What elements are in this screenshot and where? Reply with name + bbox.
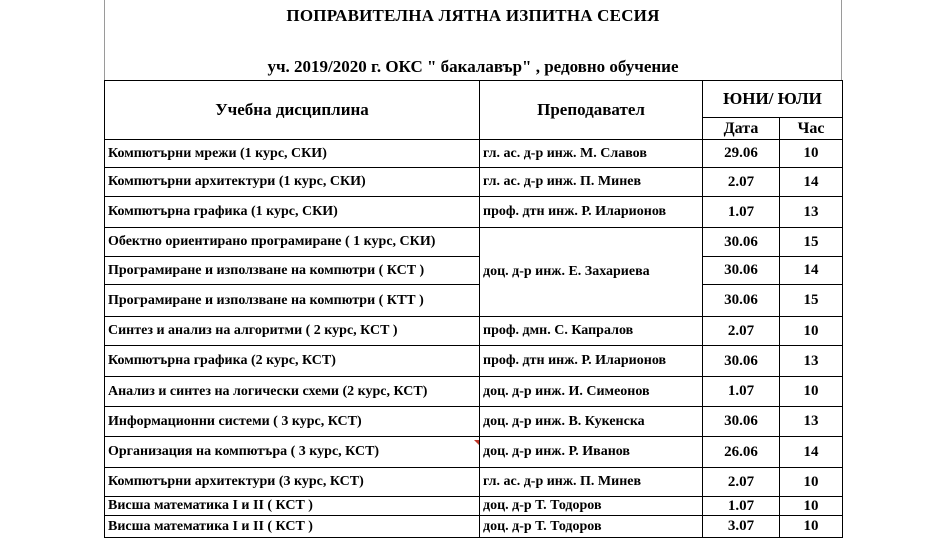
table-row (105, 497, 843, 516)
cell-teacher: доц. д-р инж. Е. Захариева (480, 228, 703, 317)
page-subtitle: уч. 2019/2020 г. ОКС " бакалавър" , редовно обучение (267, 57, 679, 76)
cell-teacher: доц. д-р Т. Тодоров (480, 497, 703, 516)
cell-hour: 15 (780, 285, 843, 317)
cell-teacher: доц. д-р Т. Тодоров (480, 516, 703, 538)
cell-date: 1.07 (703, 197, 780, 228)
cell-date: 30.06 (703, 285, 780, 317)
table-row (105, 317, 843, 346)
cell-date: 30.06 (703, 257, 780, 285)
table-row (105, 197, 843, 228)
cell-subject: Информационни системи ( 3 курс, КСТ) (105, 407, 480, 437)
cell-date: 1.07 (703, 497, 780, 516)
cell-teacher: проф. дтн инж. Р. Иларионов (480, 346, 703, 377)
header-teacher: Преподавател (480, 81, 703, 140)
header-subject: Учебна дисциплина (105, 81, 480, 140)
cell-hour: 15 (780, 228, 843, 257)
schedule-sheet (104, 0, 842, 544)
cell-subject: Организация на компютъра ( 3 курс, КСТ) (105, 437, 480, 468)
page-title: ПОПРАВИТЕЛНА ЛЯТНА ИЗПИТНА СЕСИЯ (286, 6, 660, 25)
cell-teacher: гл. ас. д-р инж. П. Минев (480, 468, 703, 497)
cell-subject: Синтез и анализ на алгоритми ( 2 курс, КСТ ) (105, 317, 480, 346)
cell-hour: 10 (780, 468, 843, 497)
cell-teacher: гл. ас. д-р инж. М. Славов (480, 140, 703, 168)
cell-subject: Компютърни мрежи (1 курс, СКИ) (105, 140, 480, 168)
cell-subject: Програмиране и използване на компютри ( КТТ ) (105, 285, 480, 317)
table-row (105, 285, 843, 317)
comment-marker-icon (474, 440, 479, 445)
cell-date: 30.06 (703, 346, 780, 377)
cell-subject: Висша математика I и II ( КСТ ) (105, 516, 480, 538)
cell-hour: 13 (780, 346, 843, 377)
cell-subject: Компютърна графика (2 курс, КСТ) (105, 346, 480, 377)
header-period: ЮНИ/ ЮЛИ (703, 81, 843, 118)
header-hour: Час (780, 118, 843, 140)
cell-date: 30.06 (703, 228, 780, 257)
cell-teacher: гл. ас. д-р инж. П. Минев (480, 168, 703, 197)
table-row (105, 407, 843, 437)
cell-hour: 13 (780, 407, 843, 437)
cell-date: 26.06 (703, 437, 780, 468)
cell-hour: 10 (780, 317, 843, 346)
cell-subject: Програмиране и използване на компютри ( КСТ ) (105, 257, 480, 285)
table-row (105, 228, 843, 257)
cell-hour: 10 (780, 516, 843, 538)
table-row (105, 257, 843, 285)
cell-hour: 14 (780, 257, 843, 285)
cell-teacher: проф. дмн. С. Капралов (480, 317, 703, 346)
cell-teacher: доц. д-р инж. И. Симеонов (480, 377, 703, 407)
cell-date: 30.06 (703, 407, 780, 437)
cell-date: 2.07 (703, 317, 780, 346)
cell-teacher: проф. дтн инж. Р. Иларионов (480, 197, 703, 228)
cell-hour: 13 (780, 197, 843, 228)
cell-teacher: доц. д-р инж. В. Кукенска (480, 407, 703, 437)
exam-schedule-table (104, 80, 843, 538)
cell-subject: Анализ и синтез на логически схеми (2 курс, КСТ) (105, 377, 480, 407)
cell-subject: Компютърни архитектури (1 курс, СКИ) (105, 168, 480, 197)
table-row (105, 377, 843, 407)
table-row (105, 346, 843, 377)
table-row (105, 468, 843, 497)
table-row (105, 516, 843, 538)
cell-hour: 10 (780, 497, 843, 516)
cell-date: 2.07 (703, 468, 780, 497)
cell-subject: Компютърни архитектури (3 курс, КСТ) (105, 468, 480, 497)
cell-hour: 10 (780, 140, 843, 168)
cell-subject: Компютърна графика (1 курс, СКИ) (105, 197, 480, 228)
header-date: Дата (703, 118, 780, 140)
table-row (105, 140, 843, 168)
cell-subject: Обектно ориентирано програмиране ( 1 курс, СКИ) (105, 228, 480, 257)
cell-date: 1.07 (703, 377, 780, 407)
cell-teacher: доц. д-р инж. Р. Иванов (480, 437, 703, 468)
cell-hour: 14 (780, 437, 843, 468)
cell-subject: Висша математика I и II ( КСТ ) (105, 497, 480, 516)
cell-date: 3.07 (703, 516, 780, 538)
cell-hour: 10 (780, 377, 843, 407)
cell-hour: 14 (780, 168, 843, 197)
cell-date: 29.06 (703, 140, 780, 168)
table-row (105, 168, 843, 197)
cell-date: 2.07 (703, 168, 780, 197)
